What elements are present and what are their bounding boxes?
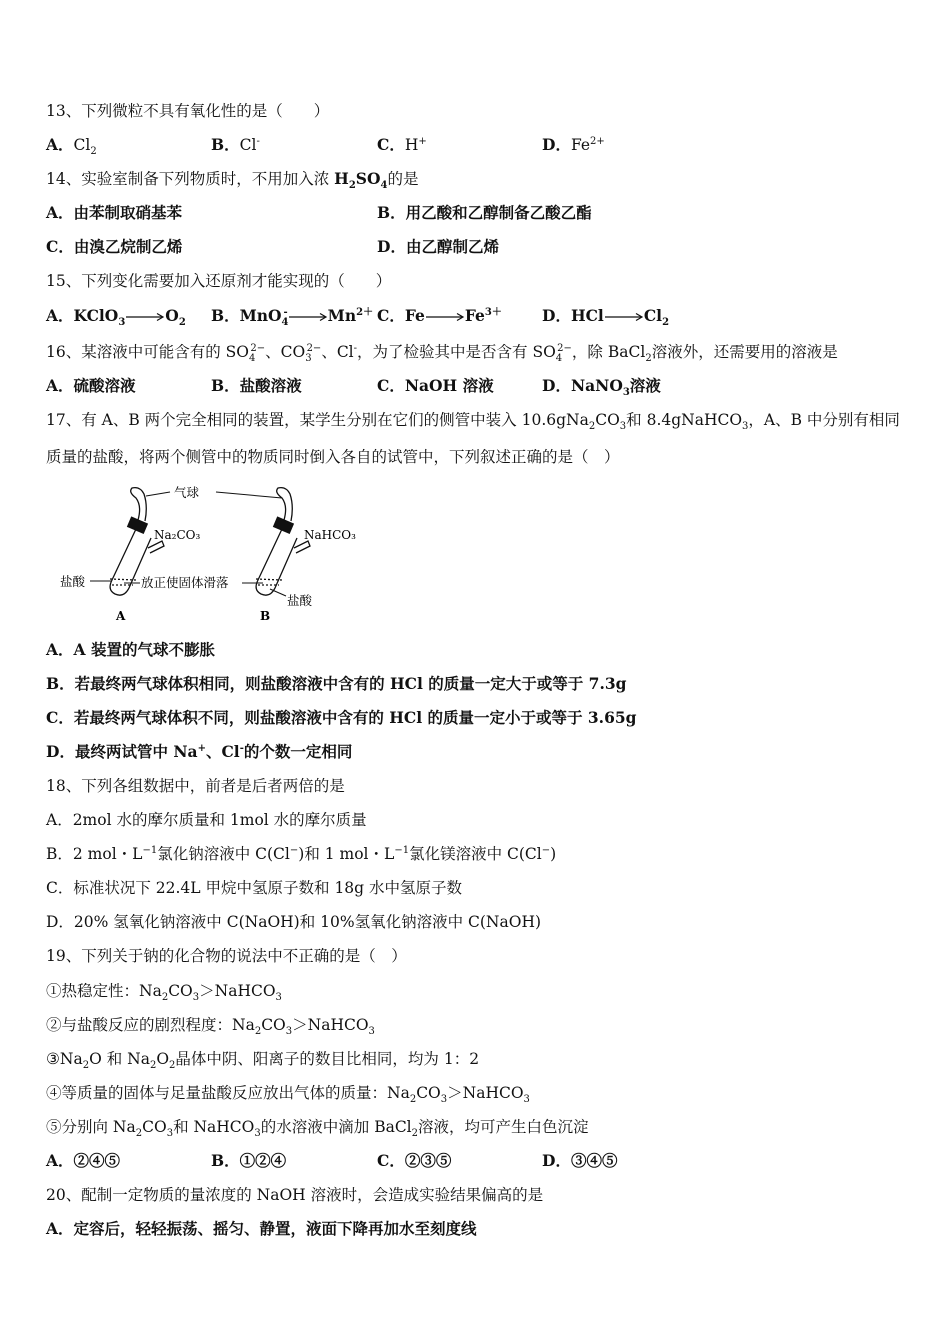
q13-option-a: A．$Cl_2$ xyxy=(46,135,97,158)
q17-option-b: B．若最终两气球体积相同，则盐酸溶液中含有的 HCl 的质量一定大于或等于 7.3g xyxy=(46,674,627,693)
q17-option-a: A．A 装置的气球不膨胀 xyxy=(46,640,215,659)
reaction-arrow-icon xyxy=(288,312,328,322)
reaction-arrow-icon xyxy=(125,312,165,322)
na2co3-label: Na₂CO₃ xyxy=(154,528,201,542)
q14-option-a: A．由苯制取硝基苯 xyxy=(46,203,183,222)
q14-stem: 14、实验室制备下列物质时，不用加入浓 $H_2SO_4$的是 xyxy=(46,169,419,192)
q13-option-c: C．H+ xyxy=(377,135,427,154)
acid-label-a: 盐酸 xyxy=(60,574,86,589)
q16-option-d: D．NaNO$_3$溶液 xyxy=(542,376,661,399)
q13-option-d: D．$Fe^{2+}$ xyxy=(542,135,605,154)
q17-option-d: D．最终两试管中 Na+、Cl-的个数一定相同 xyxy=(46,742,353,761)
label-b: B xyxy=(260,609,271,623)
q16-option-a: A．硫酸溶液 xyxy=(46,376,136,395)
q19-statement-4: ④等质量的固体与足量盐酸反应放出气体的质量：$Na_2CO_3>NaHCO_3$ xyxy=(46,1084,530,1106)
balloon-label: 气球 xyxy=(174,485,200,500)
q19-stem: 19、下列关于钠的化合物的说法中不正确的是（ ） xyxy=(46,947,407,965)
reaction-arrow-icon xyxy=(425,312,465,322)
label-a: A xyxy=(116,609,126,623)
q15-option-d: D．HCl $Cl_2$ xyxy=(542,306,670,329)
q17-stem-line2: 质量的盐酸，将两个侧管中的物质同时倒入各自的试管中，下列叙述正确的是（ ） xyxy=(46,448,620,466)
q15-option-c: C．Fe $Fe^{3+}$ xyxy=(377,306,502,325)
q17-option-c: C．若最终两气球体积不同，则盐酸溶液中含有的 HCl 的质量一定小于或等于 3.65g xyxy=(46,708,637,727)
acid-label-b: 盐酸 xyxy=(287,593,313,608)
q18-stem: 18、下列各组数据中，前者是后者两倍的是 xyxy=(46,777,345,795)
q19-option-d: D．③④⑤ xyxy=(542,1151,618,1170)
q14-option-c: C．由溴乙烷制乙烯 xyxy=(46,237,183,256)
q15-stem: 15、下列变化需要加入还原剂才能实现的（ ） xyxy=(46,272,392,290)
q15-option-a: A．KClO$_3$ $O_2$ xyxy=(46,306,186,329)
q19-option-a: A．②④⑤ xyxy=(46,1151,121,1170)
q13-stem: 13、下列微粒不具有氧化性的是（ ） xyxy=(46,102,330,120)
q14-option-d: D．由乙醇制乙烯 xyxy=(377,237,499,256)
q19-option-c: C．②③⑤ xyxy=(377,1151,452,1170)
balloon-pointer-b xyxy=(216,492,282,498)
q20-stem: 20、配制一定物质的量浓度的 NaOH 溶液时，会造成实验结果偏高的是 xyxy=(46,1186,544,1204)
q14-option-b: B．用乙酸和乙醇制备乙酸乙酯 xyxy=(377,203,592,222)
q16-stem: 16、某溶液中可能含有的 $SO_4^{2-}$、$CO_3^{2-}$、Cl-，为了检验其中是否含有 $SO_4^{2-}$，除 BaCl$_2$溶液外，还需要用的溶液是 xyxy=(46,342,838,365)
q19-statement-5: ⑤分别向 $Na_2CO_3$和 NaHCO$_3$的水溶液中滴加 BaCl$_2$溶液，均可产生白色沉淀 xyxy=(46,1118,589,1140)
q18-option-b: B．2 mol・$L^{-1}$氯化钠溶液中 C(Cl−)和 1 mol・$L^{-1}$氯化镁溶液中 C(Cl−) xyxy=(46,844,557,863)
q20-option-a: A．定容后，轻轻振荡、摇匀、静置，液面下降再加水至刻度线 xyxy=(46,1219,477,1238)
q19-statement-1: ①热稳定性：$Na_2CO_3>NaHCO_3$ xyxy=(46,982,282,1004)
apparatus-figure xyxy=(58,484,368,630)
q18-option-a: A．2mol 水的摩尔质量和 1mol 水的摩尔质量 xyxy=(46,811,367,829)
q13-option-b: B．Cl- xyxy=(211,135,260,154)
q16-option-b: B．盐酸溶液 xyxy=(211,376,302,395)
pointer-label: 放正使固体滑落 xyxy=(141,575,229,590)
test-tube-b xyxy=(256,488,310,596)
nahco3-label: NaHCO₃ xyxy=(304,528,356,542)
q19-option-b: B．①②④ xyxy=(211,1151,287,1170)
q18-option-d: D．20% 氢氧化钠溶液中 C(NaOH)和 10%氢氧化钠溶液中 C(NaOH) xyxy=(46,913,542,931)
q15-option-b: B．MnO$_4$- $Mn^{2+}$ xyxy=(211,306,374,329)
q17-stem-line1: 17、有 A、B 两个完全相同的装置，某学生分别在它们的侧管中装入 $10.6gNa_2CO_3$和 8.4gNaHCO$_3$，A、B 中分别有相同 xyxy=(46,411,900,433)
q19-statement-3: $③Na_2O$ 和 $Na_2O_2$晶体中阴、阳离子的数目比相同，均为 1：2 xyxy=(46,1050,480,1072)
q16-option-c: C．NaOH 溶液 xyxy=(377,376,494,395)
q18-option-c: C．标准状况下 22.4L 甲烷中氢原子数和 18g 水中氢原子数 xyxy=(46,879,463,897)
reaction-arrow-icon xyxy=(604,312,644,322)
q19-statement-2: ②与盐酸反应的剧烈程度：$Na_2CO_3>NaHCO_3$ xyxy=(46,1016,375,1038)
balloon-pointer-a xyxy=(146,492,170,496)
